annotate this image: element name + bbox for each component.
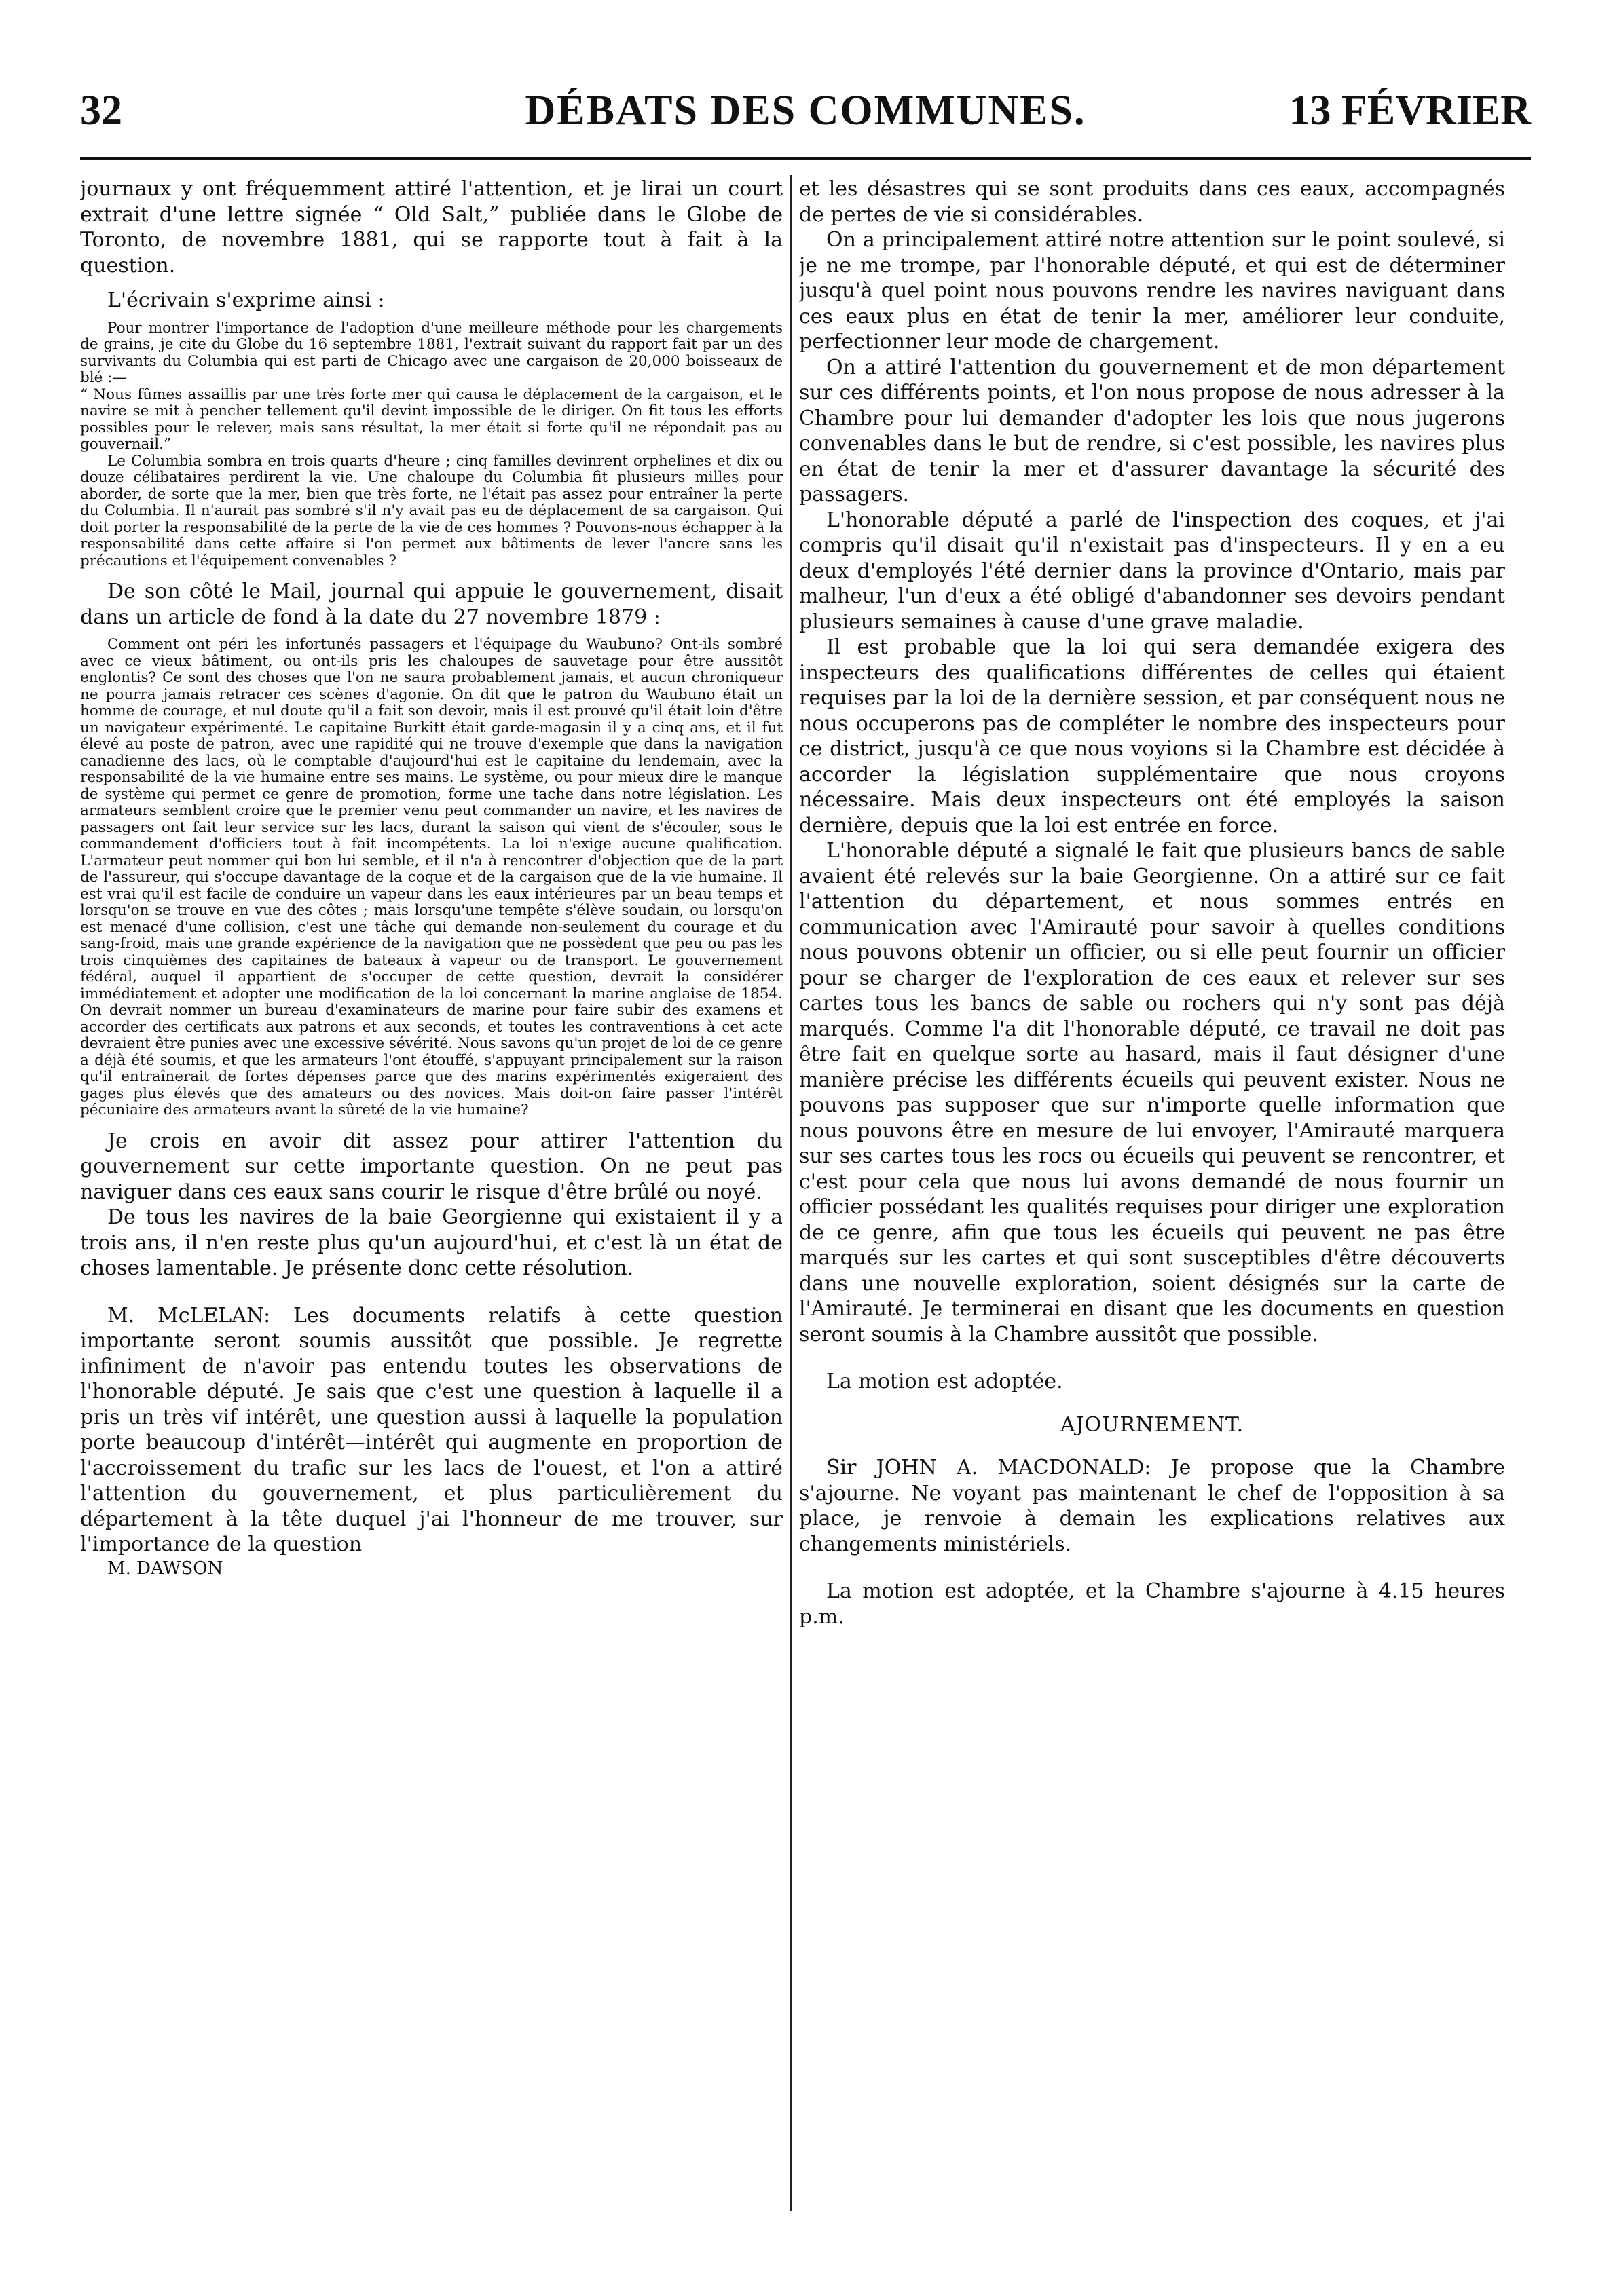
page-date: 13 FÉVRIER xyxy=(1289,88,1531,134)
paragraph: L'honorable député a parlé de l'inspection des coques, et j'ai compris qu'il disait qu'il n'existait pas d'inspecteurs. Il y en a eu deux d'employés l'été dernier dans la province d'Ontario, mais par malheur, l'un d'eux a été obligé d'abandonner ses devoirs pendant plusieurs semaines à cause d'une grave maladie. xyxy=(799,508,1505,634)
right-column xyxy=(799,176,1505,2253)
speaker-signature: M. DAWSON xyxy=(107,1558,223,1579)
publication-title: DÉBATS DES COMMUNES. xyxy=(525,88,1086,134)
page-number: 32 xyxy=(80,88,122,134)
speech-paragraph: Sir JOHN A. MACDONALD: Je propose que la Chambre s'ajourne. Ne voyant pas maintenant le chef de l'opposition à sa place, je renvoie à demain les explications relatives aux changements ministériels. xyxy=(799,1456,1505,1556)
left-column xyxy=(80,176,783,2253)
paragraph: Il est probable que la loi qui sera demandée exigera des inspecteurs des qualifications différentes de celles qui étaient requises par la loi de la dernière session, et par conséquent nous ne nous occuperons pas de compléter le nombre des inspecteurs pour ce district, jusqu'à ce que nous voyions si la Chambre est décidée à accorder la législation supplémentaire que nous croyons nécessaire. Mais deux inspecteurs ont été employés la saison dernière, depuis que la loi est entrée en force. xyxy=(799,635,1505,838)
paragraph: L'écrivain s'exprime ainsi : xyxy=(107,288,385,312)
motion-result: La motion est adoptée. xyxy=(826,1370,1063,1393)
quote-paragraph: Pour montrer l'importance de l'adoption d'une meilleure méthode pour les chargements de grains, je cite du Globe du 16 septembre 1881, l'extrait suivant du rapport fait par un des survivants du Columbia qui est parti de Chicago avec une cargaison de 20,000 boisseaux de blé :— xyxy=(80,319,783,386)
speech-paragraph: M. McLELAN: Les documents relatifs à cette question importante seront soumis aussitôt que possible. Je regrette infiniment de n'avoir pas entendu toutes les observations de l'honorable député. Je sais que c'est une question à laquelle il a pris un très vif intérêt, une question aussi à laquelle la population porte beaucoup d'intérêt—intérêt qui augmente en proportion de l'accroissement du trafic sur les lacs de l'ouest, et l'on a attiré l'attention du gouvernement, et plus particulièrement du département à la tête duquel j'ai l'honneur de me trouver, sur l'importance de la question xyxy=(80,1303,783,1556)
paragraph: De son côté le Mail, journal qui appuie le gouvernement, disait dans un article de fond à la date du 27 novembre 1879 : xyxy=(80,580,783,629)
paragraph: De tous les navires de la baie Georgienne qui existaient il y a trois ans, il n'en reste plus qu'un aujourd'hui, et c'est là un état de choses lamentable. Je présente donc cette résolution. xyxy=(80,1205,783,1280)
quoted-extract xyxy=(80,637,783,1119)
column-divider xyxy=(790,175,792,2211)
quoted-extract xyxy=(80,320,783,570)
paragraph: On a attiré l'attention du gouvernement et de mon département sur ces différents points, et l'on nous propose de nous adresser à la Chambre pour lui demander d'adopter les lois que nous jugerons convenables dans le but de rendre, si c'est possible, les navires plus en état de tenir la mer et d'assurer davantage la sécurité des passagers. xyxy=(799,355,1505,506)
quote-paragraph: Le Columbia sombra en trois quarts d'heure ; cinq familles devinrent orphelines et dix ou douze célibataires perdirent la vie. Une chaloupe du Columbia fit plusieurs milles pour aborder, de sorte que la mer, bien que très forte, ne l'était pas assez pour entraîner la perte du Columbia. Il n'aurait pas sombré s'il n'y avait pas eu de déplacement de sa cargaison. Qui doit porter la responsabilité de la perte de la vie de ces hommes ? Pouvons-nous échapper à la responsabilité dans cette affaire si l'on permet aux bâtiments de lever l'ancre sans les précautions et l'équipement convenables ? xyxy=(80,452,783,569)
header-rule xyxy=(80,157,1531,160)
paragraph: On a principalement attiré notre attention sur le point soulevé, si je ne me trompe, par l'honorable député, et qui est de déterminer jusqu'à quel point nous pouvons rendre les navires naviguant dans ces eaux plus en état de tenir la mer, améliorer leur conduite, perfectionner leur mode de chargement. xyxy=(799,228,1505,354)
paragraph: L'honorable député a signalé le fait que plusieurs bancs de sable avaient été relevés sur la baie Georgienne. On a attiré sur ce fait l'attention du département, et nous sommes entrés en communication avec l'Amirauté pour savoir à quelles conditions nous pouvons obtenir un officier, ou si elle peut fournir un officier pour se charger de l'exploration de ces eaux et relever sur ses cartes tous les bancs de sable ou rochers qui n'y sont pas déjà marqués. Comme l'a dit l'honorable député, ce travail ne doit pas être fait en quelque sorte au hasard, mais il faut désigner d'une manière précise les différents écueils qui peuvent exister. Nous ne pouvons pas supposer que sur n'importe quelle information que nous pouvons être en mesure de lui envoyer, l'Amirauté marquera sur ses cartes tous les rocs ou écueils qui peuvent se rencontrer, et c'est pour cela que nous lui avons demandé de nous fournir un officier possédant les qualités requises pour diriger une exploration de ce genre, afin que tous les écueils qui peuvent ne pas être marqués sur les cartes et qui sont susceptibles d'être découverts dans une nouvelle exploration, soient désignés sur la carte de l'Amirauté. Je terminerai en disant que les documents en question seront soumis à la Chambre aussitôt que possible. xyxy=(799,839,1505,1347)
paragraph: Je crois en avoir dit assez pour attirer l'attention du gouvernement sur cette importante question. On ne peut pas naviguer dans ces eaux sans courir le risque d'être brûlé ou noyé. xyxy=(80,1129,783,1204)
paragraph: et les désastres qui se sont produits dans ces eaux, accompagnés de pertes de vie si considérables. xyxy=(799,177,1505,227)
page-header xyxy=(80,87,1531,155)
motion-result: La motion est adoptée, et la Chambre s'ajourne à 4.15 heures p.m. xyxy=(799,1579,1505,1629)
quote-paragraph: Comment ont péri les infortunés passagers et l'équipage du Waubuno? Ont-ils sombré avec ce vieux bâtiment, ou ont-ils pris les chaloupes de sauvetage pour être aussitôt englontis? Ce sont des choses que l'on ne saura probablement jamais, et aucun chroniqueur ne pourra jamais retracer ces scènes d'agonie. On dit que le patron du Waubuno était un homme de courage, et nul doute qu'il a fait son devoir, mais il est prouvé qu'il était loin d'être un navigateur expérimenté. Le capitaine Burkitt était garde-magasin il y a cinq ans, et il fut élevé au poste de patron, avec une rapidité qui ne trouve d'exemple que dans la navigation canadienne des lacs, où le comptable d'aujourd'hui est le capitaine du lendemain, avec la responsabilité de la vie humaine entre ses mains. Le système, ou pour mieux dire le manque de système qui permet ce genre de promotion, forme une tache dans notre législation. Les armateurs semblent croire que le premier venu peut commander un navire, et les navires de passagers ont fait leur service sur les lacs, durant la saison qui vient de s'écouler, sous le commandement d'officiers tout à fait incompétents. La loi n'exige aucune qualification. L'armateur peut nommer qui bon lui semble, et il n'a à rencontrer d'objection que de la part de l'assureur, qui s'occupe davantage de la coque et de la cargaison que de la vie humaine. Il est vrai qu'il est facile de conduire un vapeur dans les eaux intérieures par un beau temps et lorsqu'on se trouve en vue des côtes ; mais lorsqu'une tempête s'élève soudain, ou lorsqu'on est menacé d'une collision, c'est une tâche qui demande non-seulement du courage et du sang-froid, mais une grande expérience de la navigation que ne possèdent que peu ou pas les trois cinquièmes des capitaines de bateaux à vapeur ou de transport. Le gouvernement fédéral, auquel il appartient de s'occuper de cette question, devrait la considérer immédiatement et adopter une modification de la loi concernant la marine anglaise de 1854. On devrait nommer un bureau d'examinateurs de marine pour faire subir des examens et accorder des certificats aux patrons et aux seconds, et toutes les contraventions à cet acte devraient être punies avec une excessive sévérité. Nous savons qu'un projet de loi de ce genre a déjà été soumis, et que les armateurs l'ont étouffé, s'appuyant principalement sur la raison qu'il entraînerait de fortes dépenses parce que des marins expérimentés exigeraient des gages plus élevés que des amateurs ou des novices. Mais doit-on faire passer l'intérêt pécuniaire des armateurs avant la sûreté de la vie humaine? xyxy=(80,636,783,1118)
section-heading: AJOURNEMENT. xyxy=(1060,1412,1244,1437)
quote-paragraph: “ Nous fûmes assaillis par une très forte mer qui causa le déplacement de la cargaison, et le navire se mit à pencher tellement qu'il devint impossible de le diriger. On fit tous les efforts possibles pour le relever, mais sans résultat, la mer était si forte qu'il ne répondait pas au gouvernail.” xyxy=(80,385,783,453)
paragraph: journaux y ont fréquemment attiré l'attention, et je lirai un court extrait d'une lettre signée “ Old Salt,” publiée dans le Globe de Toronto, de novembre 1881, qui se rapporte tout à fait à la question. xyxy=(80,177,783,278)
